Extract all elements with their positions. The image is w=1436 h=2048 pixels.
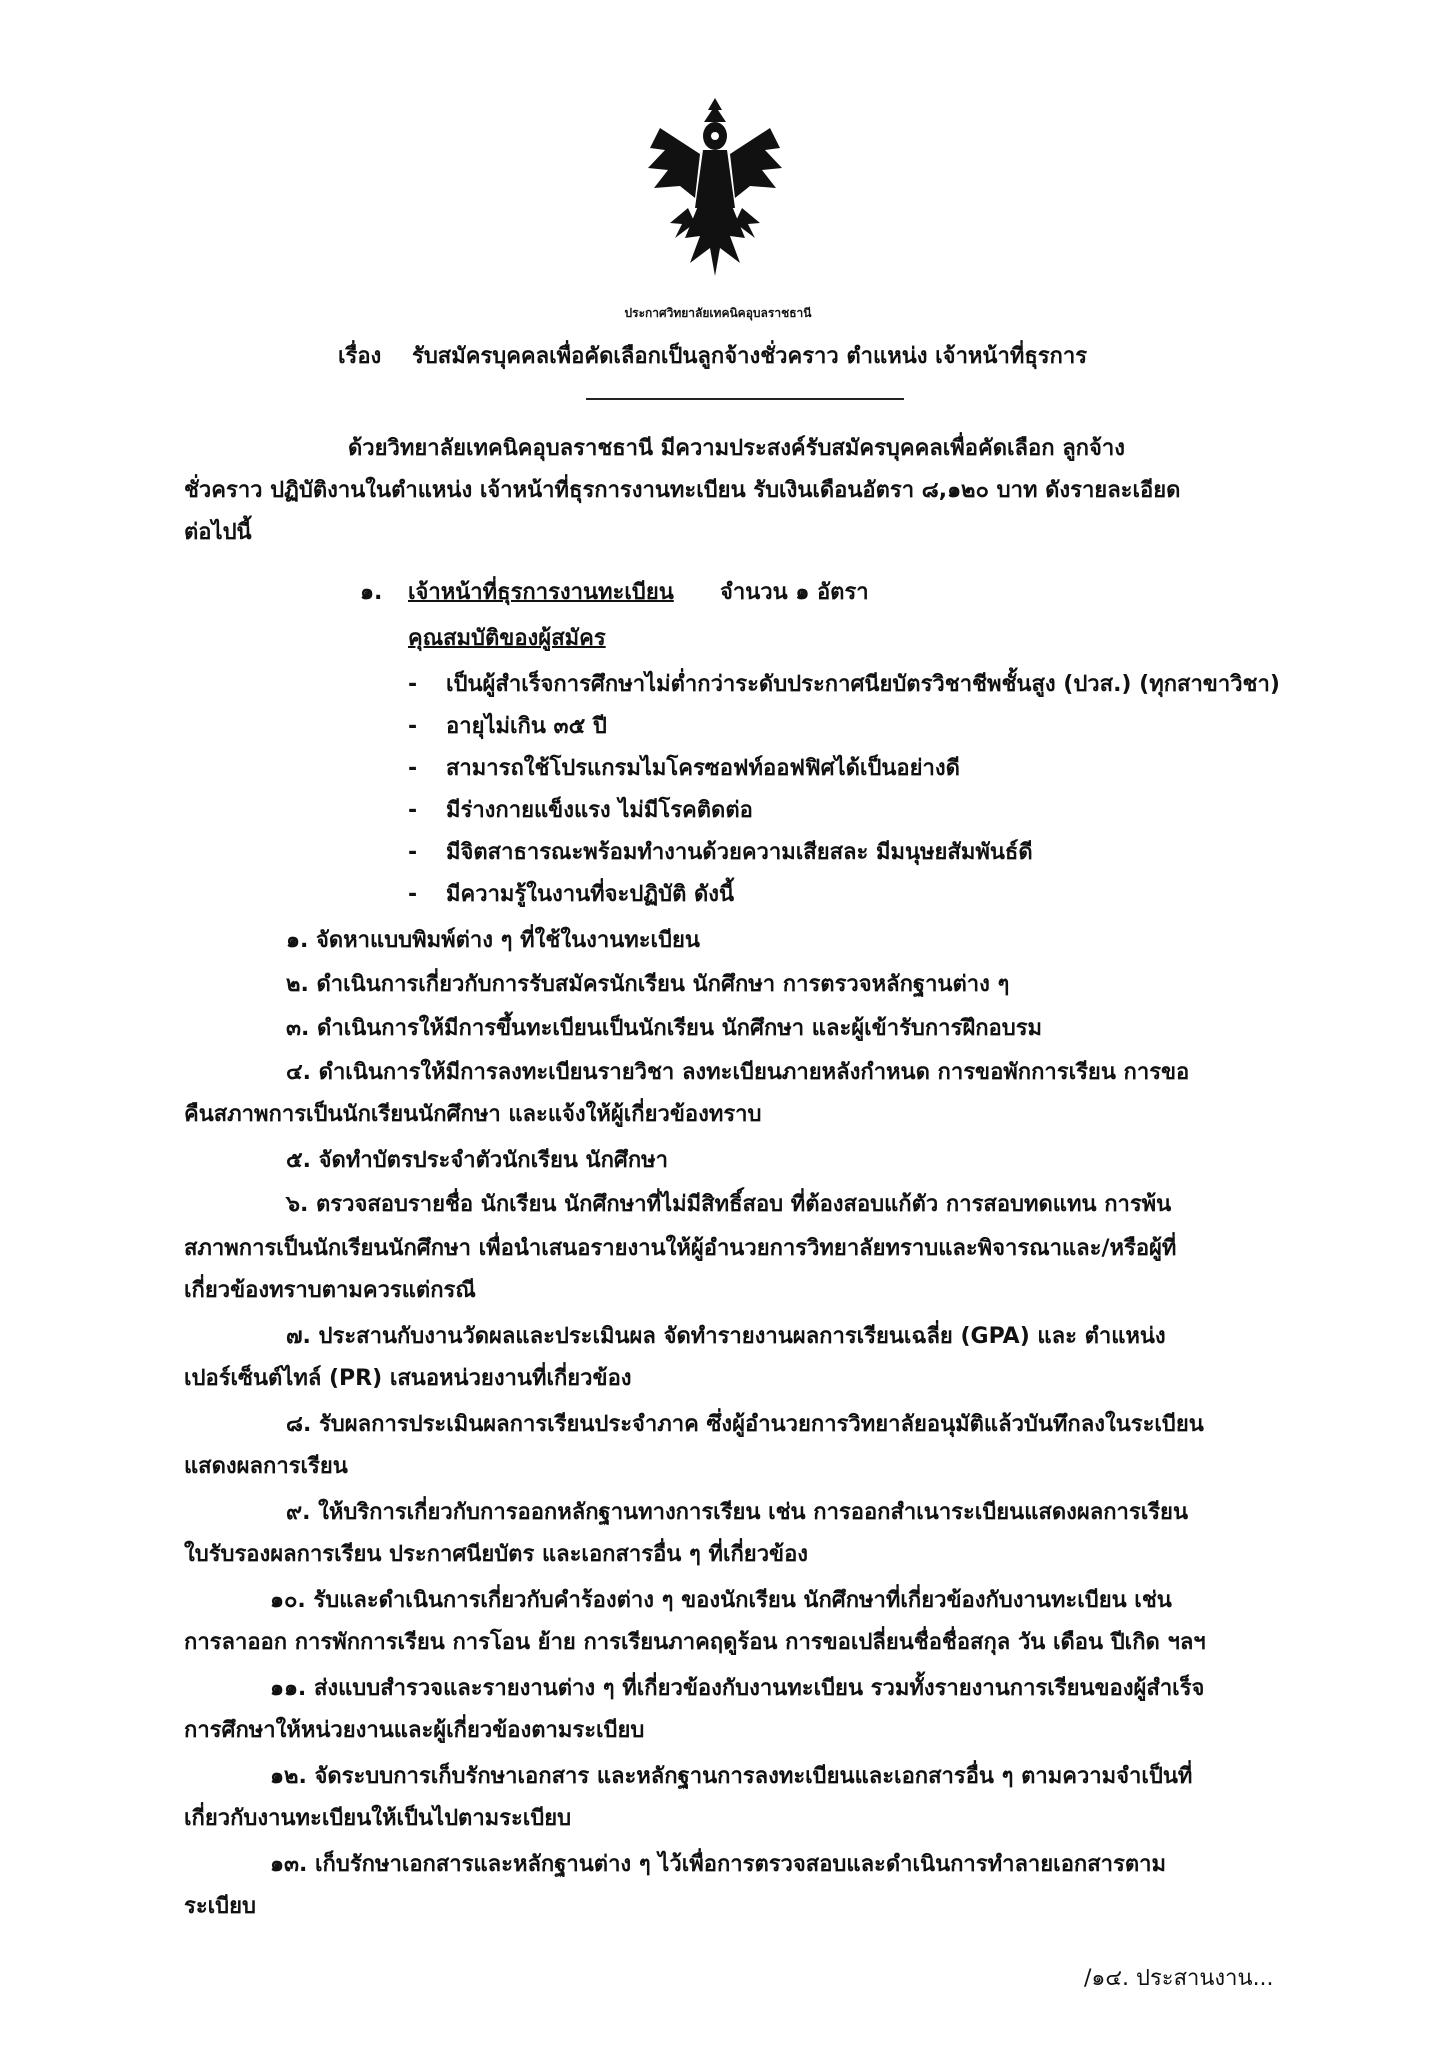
qualification-bullet: - xyxy=(408,840,418,865)
duty-item: ๓. ดำเนินการให้มีการขึ้นทะเบียนเป็นนักเรียน นักศึกษา และผู้เข้ารับการฝึกอบรม xyxy=(286,1016,1043,1041)
qualification-bullet: - xyxy=(408,672,418,697)
duty-item-continued: ระเบียบ xyxy=(184,1894,256,1919)
duty-item: ๙. ให้บริการเกี่ยวกับการออกหลักฐานทางการเรียน เช่น การออกสำเนาระเบียนแสดงผลการเรียน xyxy=(286,1500,1188,1525)
qualification-item: อายุไม่เกิน ๓๕ ปี xyxy=(446,714,607,739)
garuda-emblem xyxy=(640,88,790,288)
qualification-item: มีร่างกายแข็งแรง ไม่มีโรคติดต่อ xyxy=(446,798,753,823)
qualifications-heading: คุณสมบัติของผู้สมัคร xyxy=(408,626,606,651)
duty-item-continued: คืนสภาพการเป็นนักเรียนนักศึกษา และแจ้งให้ผู้เกี่ยวข้องทราบ xyxy=(184,1102,762,1127)
duty-item: ๗. ประสานกับงานวัดผลและประเมินผล จัดทำรายงานผลการเรียนเฉลี่ย (GPA) และ ตำแหน่ง xyxy=(286,1324,1166,1349)
duty-item: ๘. รับผลการประเมินผลการเรียนประจำภาค ซึ่งผู้อำนวยการวิทยาลัยอนุมัติแล้วบันทึกลงในระเบียน xyxy=(286,1412,1204,1437)
position-name: เจ้าหน้าที่ธุรการงานทะเบียน xyxy=(408,580,674,605)
duty-item-continued: แสดงผลการเรียน xyxy=(184,1454,348,1479)
duty-item: ๑๒. จัดระบบการเก็บรักษาเอกสาร และหลักฐานการลงทะเบียนและเอกสารอื่น ๆ ตามความจำเป็นที่ xyxy=(270,1764,1193,1789)
duty-item: ๑. จัดหาแบบพิมพ์ต่าง ๆ ที่ใช้ในงานทะเบียน xyxy=(286,928,700,953)
duty-item: ๑๑. ส่งแบบสำรวจและรายงานต่าง ๆ ที่เกี่ยวข้องกับงานทะเบียน รวมทั้งรายงานการเรียนของผู้สำเร็จ xyxy=(270,1676,1205,1701)
duty-item-continued: สภาพการเป็นนักเรียนนักศึกษา เพื่อนำเสนอรายงานให้ผู้อำนวยการวิทยาลัยทราบและพิจารณาและ/หรือผู้ที่ xyxy=(184,1236,1177,1261)
qualification-bullet: - xyxy=(408,714,418,739)
subject-text: รับสมัครบุคคลเพื่อคัดเลือกเป็นลูกจ้างชั่วคราว ตำแหน่ง เจ้าหน้าที่ธุรการ xyxy=(412,344,1088,369)
qualification-item: มีความรู้ในงานที่จะปฏิบัติ ดังนี้ xyxy=(446,882,735,907)
duty-item: ๖. ตรวจสอบรายชื่อ นักเรียน นักศึกษาที่ไม่มีสิทธิ์สอบ ที่ต้องสอบแก้ตัว การสอบทดแทน การพ้น xyxy=(286,1192,1172,1217)
duty-item: ๕. จัดทำบัตรประจำตัวนักเรียน นักศึกษา xyxy=(286,1148,669,1173)
intro-line-1: ด้วยวิทยาลัยเทคนิคอุบลราชธานี มีความประสงค์รับสมัครบุคคลเพื่อคัดเลือก ลูกจ้าง xyxy=(348,436,1125,461)
duty-item: ๔. ดำเนินการให้มีการลงทะเบียนรายวิชา ลงทะเบียนภายหลังกำหนด การขอพักการเรียน การขอ xyxy=(286,1060,1190,1085)
qualification-bullet: - xyxy=(408,798,418,823)
qualification-item: สามารถใช้โปรแกรมไมโครซอฟท์ออฟฟิศได้เป็นอย่างดี xyxy=(446,756,960,781)
announcement-title: ประกาศวิทยาลัยเทคนิคอุบลราชธานี xyxy=(624,306,812,320)
duty-item-continued: เกี่ยวกับงานทะเบียนให้เป็นไปตามระเบียบ xyxy=(184,1806,572,1831)
duty-item: ๑๐. รับและดำเนินการเกี่ยวกับคำร้องต่าง ๆ ของนักเรียน นักศึกษาที่เกี่ยวข้องกับงานทะเบียน เช่น xyxy=(270,1588,1172,1613)
qualification-bullet: - xyxy=(408,756,418,781)
duty-item-continued: ใบรับรองผลการเรียน ประกาศนียบัตร และเอกสารอื่น ๆ ที่เกี่ยวข้อง xyxy=(184,1542,809,1567)
position-number: ๑. xyxy=(360,580,383,605)
qualification-item: เป็นผู้สำเร็จการศึกษาไม่ต่ำกว่าระดับประกาศนียบัตรวิชาชีพชั้นสูง (ปวส.) (ทุกสาขาวิชา) xyxy=(446,672,1280,697)
intro-line-3: ต่อไปนี้ xyxy=(184,520,252,545)
title-divider xyxy=(586,398,904,400)
duty-item: ๒. ดำเนินการเกี่ยวกับการรับสมัครนักเรียน นักศึกษา การตรวจหลักฐานต่าง ๆ xyxy=(286,972,1010,997)
duty-item-continued: เปอร์เซ็นต์ไทล์ (PR) เสนอหน่วยงานที่เกี่ยวข้อง xyxy=(184,1366,632,1391)
page-continuation: /๑๔. ประสานงาน... xyxy=(1084,1966,1274,1991)
duty-item-continued: การศึกษาให้หน่วยงานและผู้เกี่ยวข้องตามระเบียบ xyxy=(184,1718,645,1743)
qualification-item: มีจิตสาธารณะพร้อมทำงานด้วยความเสียสละ มีมนุษยสัมพันธ์ดี xyxy=(446,840,1033,865)
subject-label: เรื่อง xyxy=(338,344,382,369)
duty-item-continued: การลาออก การพักการเรียน การโอน ย้าย การเรียนภาคฤดูร้อน การขอเปลี่ยนชื่อชื่อสกุล วัน เดือน ปีเกิด ฯลฯ xyxy=(184,1630,1206,1655)
duty-item: ๑๓. เก็บรักษาเอกสารและหลักฐานต่าง ๆ ไว้เพื่อการตรวจสอบและดำเนินการทำลายเอกสารตาม xyxy=(270,1852,1166,1877)
position-count: จำนวน ๑ อัตรา xyxy=(720,580,869,605)
intro-line-2: ชั่วคราว ปฏิบัติงานในตำแหน่ง เจ้าหน้าที่ธุรการงานทะเบียน รับเงินเดือนอัตรา ๘,๑๒๐ บาท ดังรายละเอียด xyxy=(184,478,1181,503)
duty-item-continued: เกี่ยวข้องทราบตามควรแต่กรณี xyxy=(184,1278,476,1303)
qualification-bullet: - xyxy=(408,882,418,907)
